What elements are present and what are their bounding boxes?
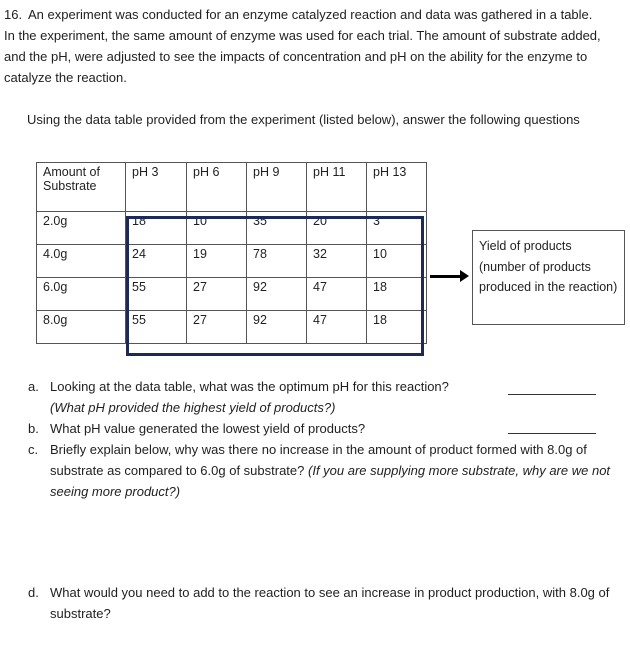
table-cell: 92 bbox=[247, 278, 307, 311]
header-cell: pH 6 bbox=[187, 163, 247, 212]
table-cell: 10 bbox=[367, 245, 427, 278]
question-letter: a. bbox=[28, 379, 39, 394]
question-a-text: Looking at the data table, what was the optimum pH for this reaction? bbox=[50, 379, 449, 394]
table-cell: 19 bbox=[187, 245, 247, 278]
question-c-hint: (If you are supplying more substrate, why are we not seeing more product?) bbox=[50, 463, 611, 499]
table-cell: 27 bbox=[187, 278, 247, 311]
question-letter: d. bbox=[28, 585, 39, 600]
question-text: An experiment was conducted for an enzyme catalyzed reaction and data was gathered in a table. In the experiment, the same amount of enzyme was used for each trial. The amount of substrate added, and the pH, were adjusted to see the impacts of concentration and pH on the ability for the enzyme to catalyze the reaction. bbox=[4, 7, 601, 85]
table-cell: 47 bbox=[307, 278, 367, 311]
table-cell: 8.0g bbox=[37, 311, 126, 344]
question-b-text: What pH value generated the lowest yield of products? bbox=[50, 421, 366, 436]
header-cell: pH 3 bbox=[126, 163, 187, 212]
question-a-hint: (What pH provided the highest yield of products?) bbox=[50, 400, 336, 415]
table-cell: 10 bbox=[187, 212, 247, 245]
table-cell: 55 bbox=[126, 311, 187, 344]
table-cell: 18 bbox=[367, 311, 427, 344]
table-cell: 32 bbox=[307, 245, 367, 278]
table-cell: 6.0g bbox=[37, 278, 126, 311]
question-a bbox=[28, 376, 618, 418]
table-cell: 2.0g bbox=[37, 212, 126, 245]
table-cell: 18 bbox=[367, 278, 427, 311]
table-cell: 18 bbox=[126, 212, 187, 245]
table-cell: 78 bbox=[247, 245, 307, 278]
question-b bbox=[28, 418, 618, 439]
table-cell: 55 bbox=[126, 278, 187, 311]
question-stem bbox=[4, 4, 604, 88]
question-c bbox=[28, 439, 618, 502]
question-d-text: What would you need to add to the reaction to see an increase in product production, with 8.0g of substrate? bbox=[50, 585, 610, 621]
table-cell: 24 bbox=[126, 245, 187, 278]
arrow-right-icon bbox=[460, 270, 469, 282]
answer-line-b[interactable] bbox=[508, 433, 596, 434]
table-cell: 92 bbox=[247, 311, 307, 344]
table-intro: Using the data table provided from the experiment (listed below), answer the following questions bbox=[27, 112, 580, 127]
header-cell: pH 13 bbox=[367, 163, 427, 212]
header-cell: Amount of Substrate bbox=[37, 163, 126, 212]
header-cell: pH 9 bbox=[247, 163, 307, 212]
table-cell: 35 bbox=[247, 212, 307, 245]
question-number: 16. bbox=[4, 7, 23, 22]
question-letter: b. bbox=[28, 421, 39, 436]
question-d bbox=[28, 582, 630, 624]
answer-line-a[interactable] bbox=[508, 394, 596, 395]
table-header-row bbox=[37, 163, 427, 212]
table-cell: 27 bbox=[187, 311, 247, 344]
header-cell: pH 11 bbox=[307, 163, 367, 212]
table-cell: 3 bbox=[367, 212, 427, 245]
table-cell: 47 bbox=[307, 311, 367, 344]
table-cell: 4.0g bbox=[37, 245, 126, 278]
question-c-text: Briefly explain below, why was there no increase in the amount of product formed with 8.0g of substrate as compared to 6.0g of substrate? bbox=[50, 442, 587, 478]
yield-label-box: Yield of products (number of products produced in the reaction) bbox=[472, 230, 625, 325]
arrow-shaft bbox=[430, 275, 462, 278]
table-cell: 20 bbox=[307, 212, 367, 245]
question-letter: c. bbox=[28, 442, 39, 457]
yield-highlight-box bbox=[126, 216, 424, 356]
